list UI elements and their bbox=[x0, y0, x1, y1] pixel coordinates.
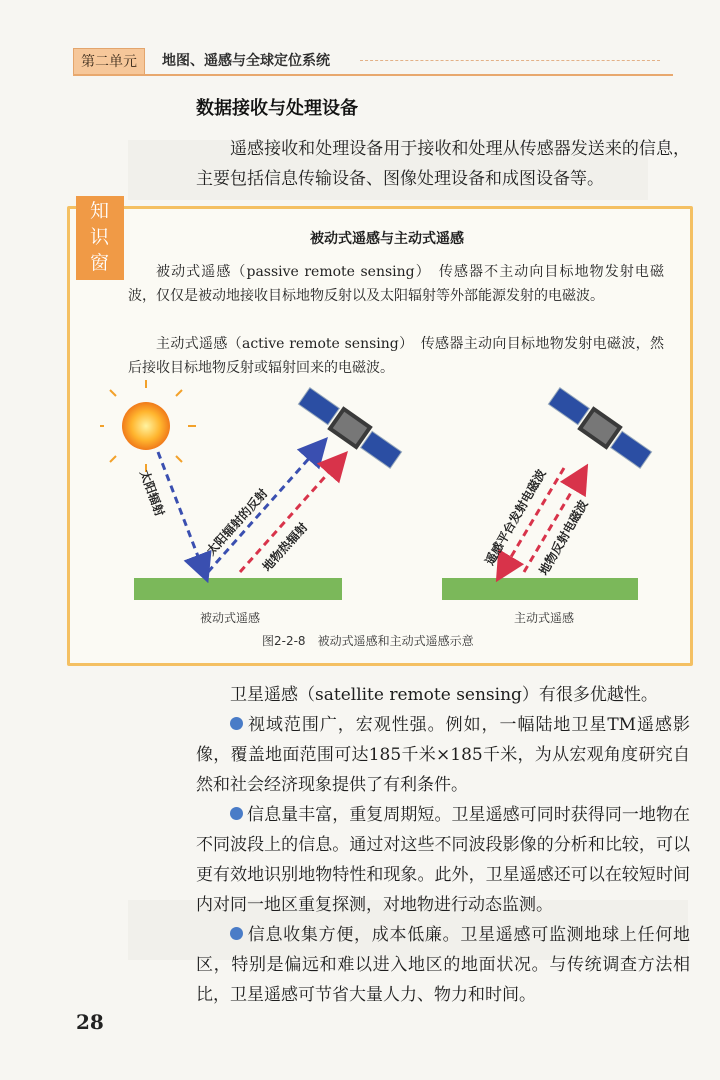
advantage-point-1 bbox=[196, 710, 690, 800]
bullet-icon bbox=[230, 807, 243, 820]
active-definition: 主动式遥感（active remote sensing） 传感器主动向目标地物发射电磁波，然后接收目标地物反射或辐射回来的电磁波。 bbox=[128, 336, 664, 376]
knowledge-window-tag bbox=[76, 196, 124, 280]
knowledge-tag-text: 知识窗 bbox=[89, 200, 110, 274]
label-passive: 被动式遥感 bbox=[200, 611, 261, 625]
intro-paragraph: 遥感接收和处理设备用于接收和处理从传感器发送来的信息，主要包括信息传输设备、图像处理设备和成图设备等。 bbox=[196, 139, 690, 189]
sun-icon bbox=[100, 380, 196, 472]
label-platform-emit: 遥感平台发射电磁波 bbox=[482, 466, 549, 568]
advantage-point-3 bbox=[196, 920, 690, 1010]
knowledge-title: 被动式遥感与主动式遥感 bbox=[310, 231, 464, 247]
advantage-point-2 bbox=[196, 800, 690, 920]
point-1-text: 视域范围广，宏观性强。例如，一幅陆地卫星TM遥感影像，覆盖地面范围可达185千米×185千米，为从宏观角度研究自然和社会经济现象提供了有利条件。 bbox=[196, 715, 690, 795]
passive-ground bbox=[134, 578, 342, 600]
satellite-intro: 卫星遥感（satellite remote sensing）有很多优越性。 bbox=[230, 685, 658, 705]
label-sun-radiation: 太阳辐射 bbox=[137, 468, 167, 519]
passive-satellite-icon bbox=[296, 384, 404, 471]
page-header bbox=[0, 48, 720, 78]
passive-definition: 被动式遥感（passive remote sensing） 传感器不主动向目标地物发射电磁波，仅仅是被动地接收目标地物反射以及太阳辐射等外部能源发射的电磁波。 bbox=[128, 264, 664, 304]
header-underline bbox=[73, 74, 673, 76]
label-active: 主动式遥感 bbox=[514, 611, 575, 625]
header-divider bbox=[360, 60, 660, 61]
point-2-text: 信息量丰富，重复周期短。卫星遥感可同时获得同一地物在不同波段上的信息。通过对这些不同波段影像的分析和比较，可以更有效地识别地物特性和现象。此外，卫星遥感还可以在较短时间内对同一地区重复探测，对地物进行动态监测。 bbox=[196, 805, 690, 915]
bullet-icon bbox=[230, 717, 243, 730]
bullet-icon bbox=[230, 927, 243, 940]
page-number: 28 bbox=[76, 1010, 104, 1034]
active-satellite-icon bbox=[546, 384, 654, 471]
unit-label: 第二单元 bbox=[73, 48, 145, 76]
label-thermal: 地物热辐射 bbox=[259, 520, 311, 575]
active-ground bbox=[442, 578, 638, 600]
figure-caption: 图2-2-8 被动式遥感和主动式遥感示意 bbox=[262, 634, 474, 648]
chapter-title: 地图、遥感与全球定位系统 bbox=[162, 53, 330, 69]
remote-sensing-diagram bbox=[100, 380, 660, 645]
reflection-arrow bbox=[208, 446, 320, 575]
thermal-arrow bbox=[240, 460, 340, 575]
label-reflection: 太阳辐射的反射 bbox=[203, 486, 271, 559]
label-ground-reflect: 地物反射电磁波 bbox=[536, 497, 591, 578]
section-heading: 数据接收与处理设备 bbox=[196, 98, 358, 119]
point-3-text: 信息收集方便，成本低廉。卫星遥感可监测地球上任何地区，特别是偏远和难以进入地区的地面状况。与传统调查方法相比，卫星遥感可节省大量人力、物力和时间。 bbox=[196, 925, 690, 1005]
